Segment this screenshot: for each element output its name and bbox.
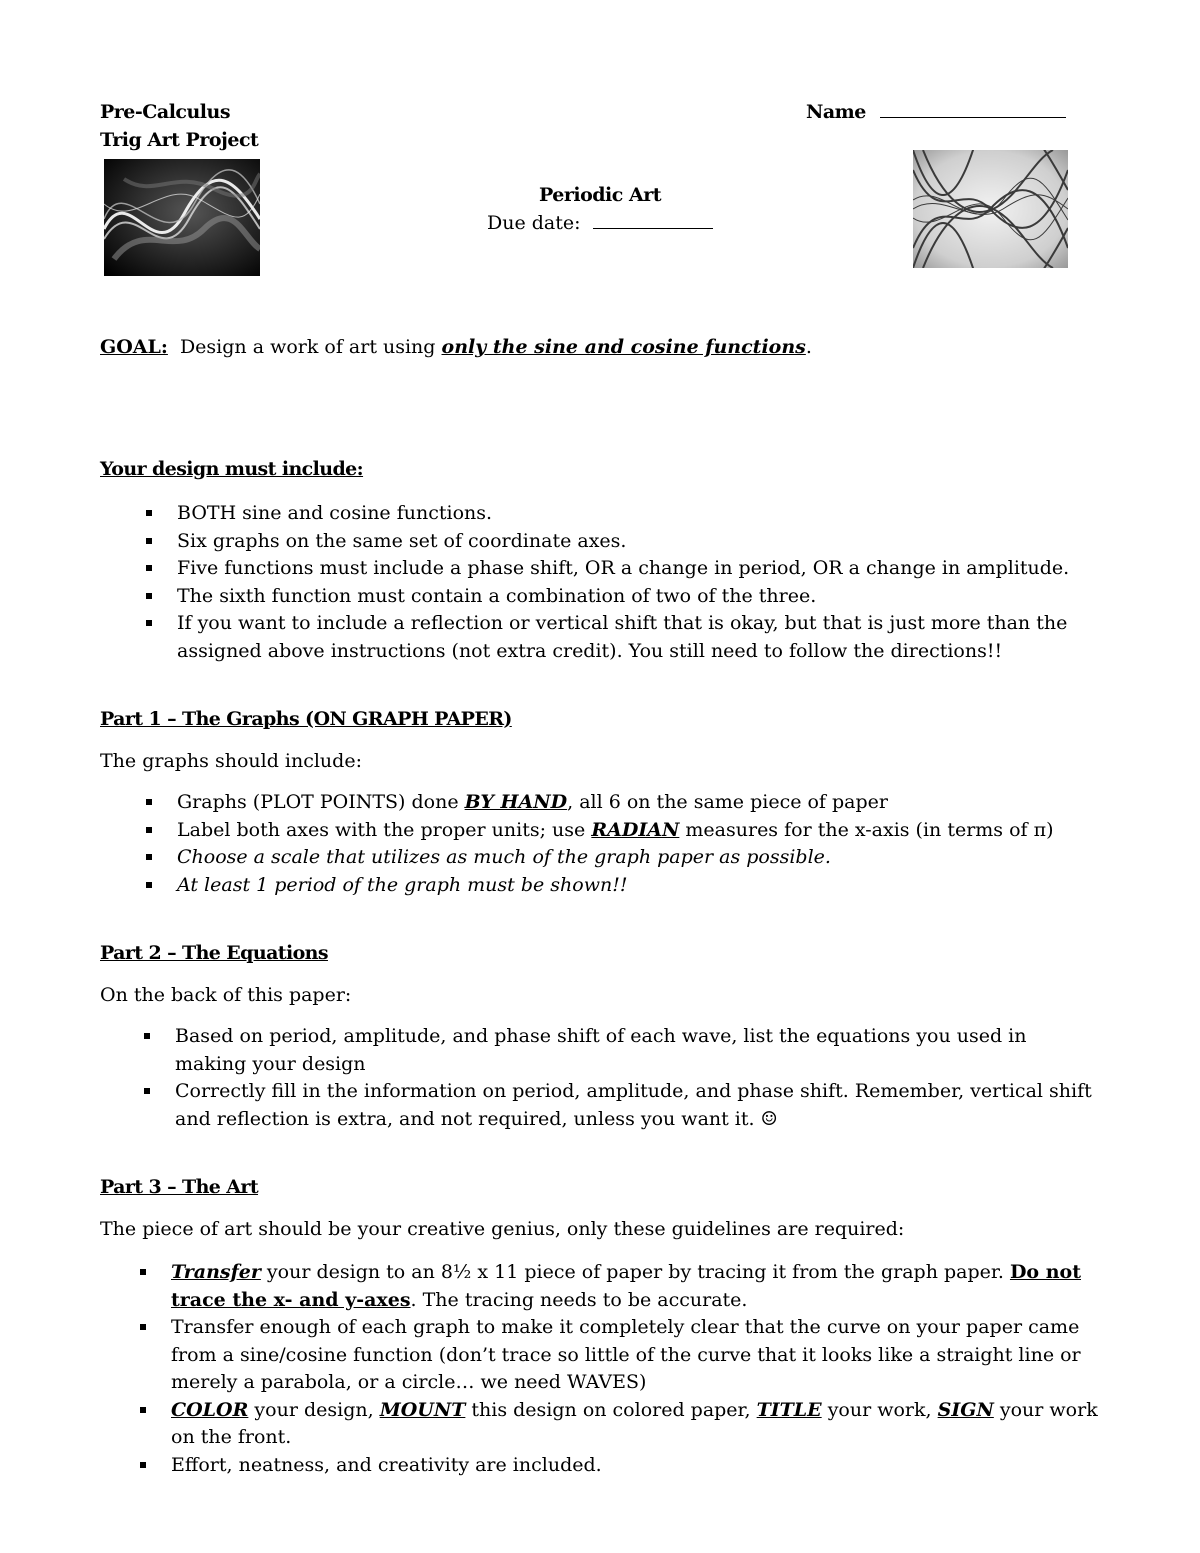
list-item: Based on period, amplitude, and phase shift of each wave, list the equations you used in making your design	[175, 1023, 1100, 1078]
list-item: At least 1 period of the graph must be shown!!	[177, 872, 1107, 900]
part3-intro: The piece of art should be your creative genius, only these guidelines are required:	[100, 1218, 905, 1240]
periodic-art-title: Periodic Art	[539, 184, 661, 206]
item-text: your work on the front.	[171, 1398, 1098, 1448]
part1-list	[177, 789, 1107, 899]
goal-label: GOAL:	[100, 336, 168, 358]
list-item: BOTH sine and cosine functions.	[177, 500, 1107, 528]
part2-heading: Part 2 – The Equations	[100, 942, 328, 964]
list-item: Five functions must include a phase shift, OR a change in period, OR a change in amplitude.	[177, 555, 1107, 583]
due-date-label: Due date:	[487, 212, 581, 234]
list-item	[171, 1397, 1106, 1452]
wire-waves-icon	[913, 150, 1068, 268]
list-item: Correctly fill in the information on period, amplitude, and phase shift. Remember, vertical shift and reflection is extra, and not required, unless you want it. ☺	[175, 1078, 1100, 1133]
item-emphasis: RADIAN	[591, 818, 680, 841]
list-item	[177, 789, 1107, 817]
part2-intro: On the back of this paper:	[100, 984, 352, 1006]
item-emphasis: TITLE	[756, 1398, 822, 1421]
goal-emphasis: only the sine and cosine functions	[441, 336, 806, 358]
name-line	[806, 101, 1066, 123]
list-item	[171, 1259, 1106, 1314]
item-emphasis: SIGN	[937, 1398, 994, 1421]
waves-image-left	[104, 159, 260, 276]
due-date-blank[interactable]	[593, 228, 713, 229]
part2-list	[175, 1023, 1100, 1133]
goal-end: .	[805, 336, 812, 358]
due-date-line	[487, 212, 713, 234]
item-text: your work,	[827, 1398, 932, 1421]
list-item: The sixth function must contain a combination of two of the three.	[177, 583, 1107, 611]
list-item	[177, 817, 1107, 845]
item-text: Label both axes with the proper units; use	[177, 818, 586, 841]
goal-text: Design a work of art using	[179, 336, 436, 358]
item-emphasis: MOUNT	[379, 1398, 466, 1421]
item-emphasis: BY HAND	[464, 791, 568, 813]
item-strong: Do not trace the x- and y-axes	[171, 1261, 1081, 1311]
course-title: Pre-Calculus	[100, 101, 231, 123]
item-text: your design to an 8½ x 11 piece of paper by tracing it from the graph paper.	[266, 1261, 1004, 1283]
part1-intro: The graphs should include:	[100, 750, 362, 772]
item-emphasis: COLOR	[171, 1398, 249, 1421]
part3-heading: Part 3 – The Art	[100, 1176, 259, 1198]
waves-image-right	[913, 150, 1068, 268]
item-text: . The tracing needs to be accurate.	[410, 1288, 748, 1311]
item-text: measures for the x-axis (in terms of π)	[685, 818, 1054, 841]
goal-line	[100, 334, 812, 362]
name-label: Name	[806, 101, 866, 123]
item-text: your design,	[254, 1398, 374, 1421]
part1-heading: Part 1 – The Graphs (ON GRAPH PAPER)	[100, 708, 512, 730]
design-heading: Your design must include:	[100, 458, 364, 480]
item-text: , all 6 on the same piece of paper	[567, 791, 888, 813]
list-item: Choose a scale that utilizes as much of the graph paper as possible.	[177, 844, 1107, 872]
item-text: this design on colored paper,	[471, 1398, 751, 1421]
design-list	[177, 500, 1107, 665]
part3-list	[171, 1259, 1106, 1479]
list-item: Six graphs on the same set of coordinate axes.	[177, 528, 1107, 556]
item-emphasis: Transfer	[171, 1261, 261, 1283]
name-blank[interactable]	[880, 117, 1066, 118]
item-text: Graphs (PLOT POINTS) done	[177, 791, 459, 813]
project-title: Trig Art Project	[100, 129, 259, 151]
list-item: If you want to include a reflection or vertical shift that is okay, but that is just more than the assigned above instructions (not extra credit). You still need to follow the directions!!	[177, 610, 1107, 665]
list-item: Effort, neatness, and creativity are included.	[171, 1452, 1106, 1480]
list-item: Transfer enough of each graph to make it completely clear that the curve on your paper came from a sine/cosine function (don’t trace so little of the curve that it looks like a straight line or merely a parabola, or a circle… we need WAVES)	[171, 1314, 1106, 1397]
abstract-waves-icon	[104, 159, 260, 276]
